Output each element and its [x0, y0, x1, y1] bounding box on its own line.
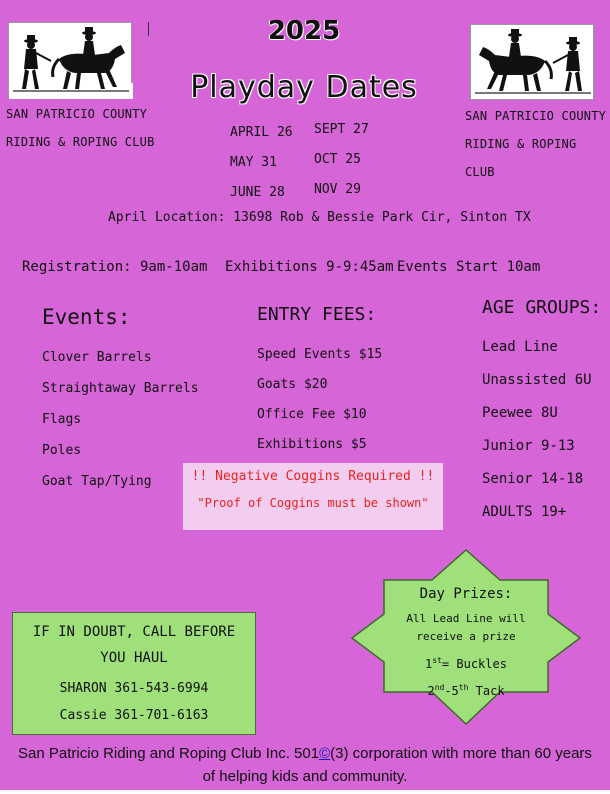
contact-title: IF IN DOUBT, CALL BEFORE YOU HAUL	[32, 624, 236, 666]
first-prize: 1st= Buckles	[425, 656, 507, 671]
exhibitions-time: Exhibitions 9-9:45am	[225, 259, 394, 275]
list-item: Peewee 8U	[482, 405, 558, 421]
footer-post: (3) corporation with more than 60 years of helping kids and community.	[202, 745, 592, 785]
events-heading: Events:	[42, 305, 131, 329]
list-item: Unassisted 6U	[482, 372, 592, 388]
list-item: Speed Events $15	[257, 347, 383, 362]
coggins-proof-text: "Proof of Coggins must be shown"	[197, 496, 429, 510]
list-item: ADULTS 19+	[482, 504, 567, 520]
list-item: Office Fee $10	[257, 407, 367, 422]
entry-fees-heading: ENTRY FEES:	[257, 304, 377, 325]
registration-time: Registration: 9am-10am	[22, 259, 208, 275]
contact-box	[12, 612, 256, 735]
coggins-notice	[183, 463, 443, 530]
date-item: OCT 25	[314, 152, 361, 167]
logo-left	[8, 22, 132, 98]
location-text: April Location: 13698 Rob & Bessie Park Cir, Sinton TX	[108, 210, 531, 225]
age-groups-heading: AGE GROUPS:	[482, 297, 602, 318]
contact-cassie: Cassie 361-701-6163	[59, 708, 209, 723]
footer-pre: San Patricio Riding and Roping Club Inc. 501	[18, 745, 320, 762]
second-to-fifth-prize: 2nd-5th Tack	[427, 683, 505, 698]
list-item: Goats $20	[257, 377, 328, 392]
day-prizes-title: Day Prizes:	[419, 586, 513, 602]
date-item: APRIL 26	[230, 125, 293, 140]
cursor-mark	[148, 22, 149, 36]
list-item: Junior 9-13	[482, 438, 575, 454]
list-item: Lead Line	[482, 339, 558, 355]
events-start-time: Events Start 10am	[397, 259, 541, 275]
date-item: SEPT 27	[314, 122, 369, 137]
events-list	[42, 342, 199, 497]
day-prizes	[384, 586, 548, 698]
page-title: Playday Dates	[190, 70, 418, 105]
logo-right	[470, 24, 594, 100]
list-item: Flags	[42, 412, 82, 427]
date-item: NOV 29	[314, 182, 361, 197]
year-title: 2025	[267, 16, 341, 46]
list-item: Goat Tap/Tying	[42, 474, 152, 489]
dates-column-1	[230, 118, 293, 208]
list-item: Senior 14-18	[482, 471, 584, 487]
club-name-left-line2: RIDING & ROPING CLUB	[6, 135, 155, 149]
lead-line-prize-text: All Lead Line will receive a prize	[406, 612, 526, 643]
date-item: JUNE 28	[230, 185, 285, 200]
date-item: MAY 31	[230, 155, 277, 170]
club-name-right-line2: RIDING & ROPING CLUB	[465, 137, 577, 179]
footer-text	[10, 742, 600, 788]
club-name-left-line1: SAN PATRICIO COUNTY	[6, 107, 148, 121]
contact-sharon: SHARON 361-543-6994	[59, 681, 209, 696]
list-item: Clover Barrels	[42, 350, 152, 365]
list-item: Straightaway Barrels	[42, 381, 199, 396]
coggins-required-text: !! Negative Coggins Required !!	[191, 469, 435, 484]
club-name-right	[465, 102, 610, 186]
entry-fees-list	[257, 340, 382, 460]
list-item: Poles	[42, 443, 82, 458]
horse-and-rider-with-cowboy-icon	[9, 23, 133, 99]
list-item: Exhibitions $5	[257, 437, 367, 452]
horse-and-rider-with-cowboy-icon	[471, 25, 595, 101]
club-name-right-line1: SAN PATRICIO COUNTY	[465, 109, 607, 123]
dates-column-2	[314, 115, 369, 205]
footer-link[interactable]: ©	[319, 745, 331, 762]
age-groups-list	[482, 331, 592, 529]
club-name-left	[6, 100, 155, 156]
